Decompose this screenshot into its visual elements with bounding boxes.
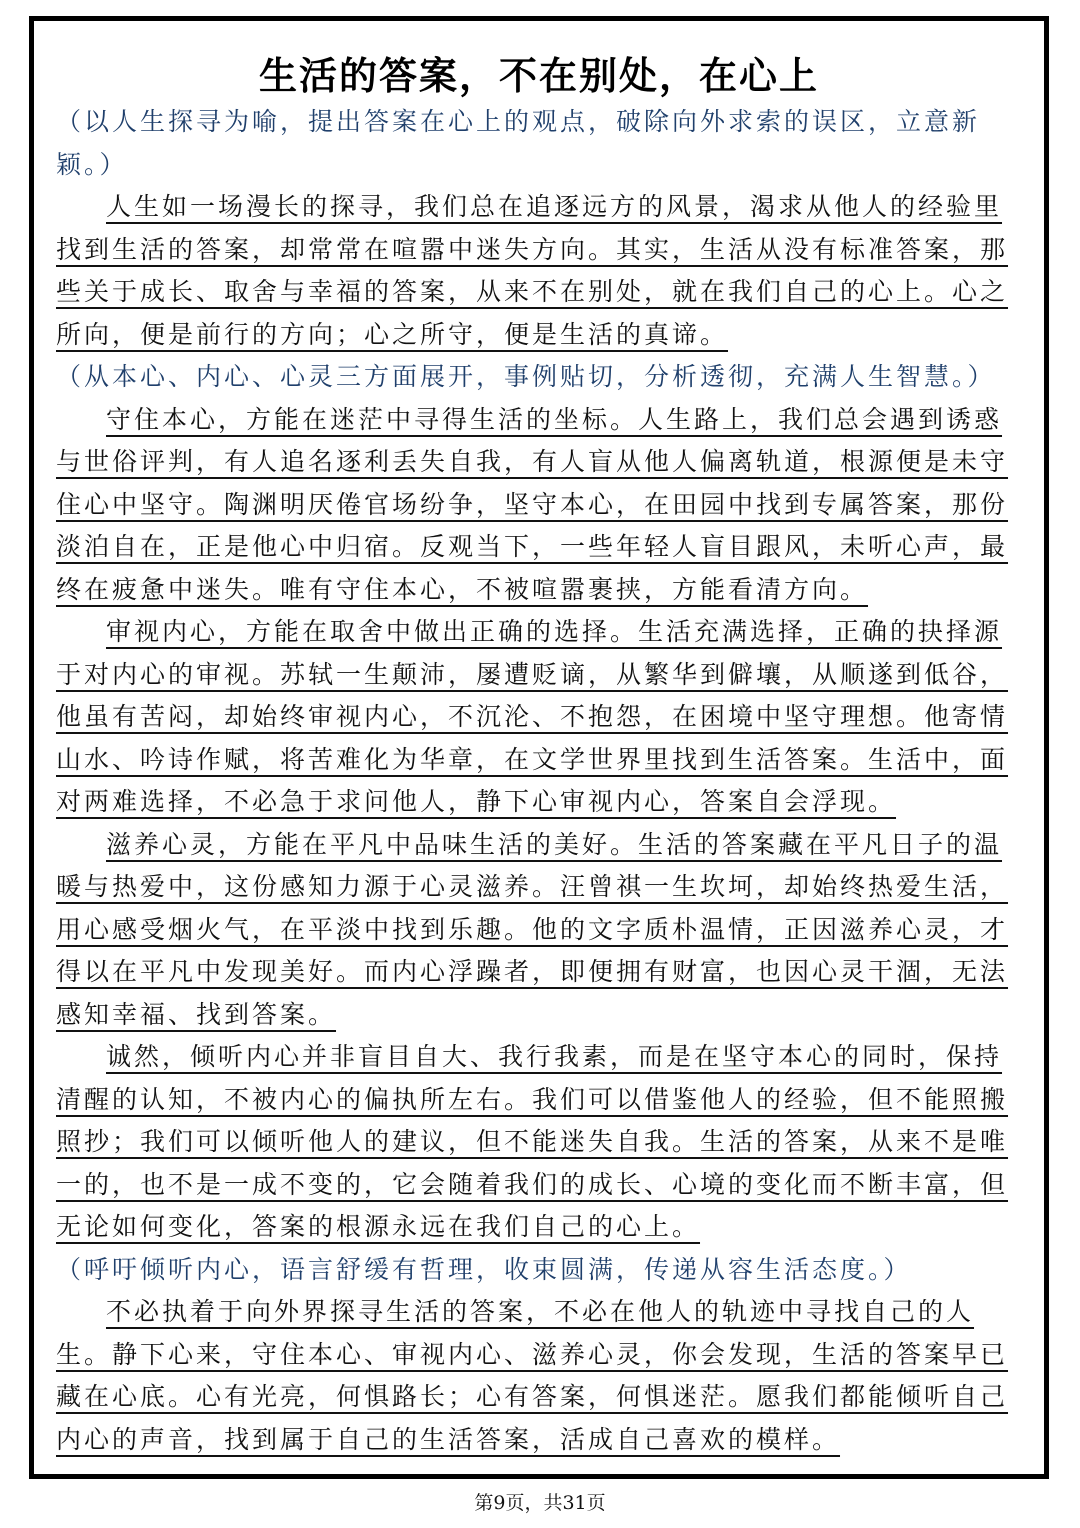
paragraph-2	[56, 399, 1022, 612]
essay-body	[56, 101, 1022, 1461]
paragraph-3-text: 审视内心，方能在取舍中做出正确的选择。生活充满选择，正确的抉择源于对内心的审视。苏轼一生颠沛，屡遭贬谪，从繁华到僻壤，从顺遂到低谷，他虽有苦闷，却始终审视内心，不沉沦、不抱怨，在困境中坚守理想。他寄情山水、吟诗作赋，将苦难化为华章，在文学世界里找到生活答案。生活中，面对两难选择，不必急于求问他人，静下心审视内心，答案自会浮现。	[56, 617, 1009, 816]
paragraph-6	[56, 1291, 1022, 1461]
page-title: 生活的答案，不在别处，在心上	[258, 54, 819, 98]
paragraph-2-text: 守住本心，方能在迷茫中寻得生活的坐标。人生路上，我们总会遇到诱惑与世俗评判，有人追名逐利丢失自我，有人盲从他人偏离轨道，根源便是未守住心中坚守。陶渊明厌倦官场纷争，坚守本心，在田园中找到专属答案，那份淡泊自在，正是他心中归宿。反观当下，一些年轻人盲目跟风，未听心声，最终在疲惫中迷失。唯有守住本心，不被喧嚣裹挟，方能看清方向。	[56, 404, 1009, 604]
comment-3: （呼吁倾听内心，语言舒缓有哲理，收束圆满，传递从容生活态度。）	[56, 1254, 912, 1284]
paragraph-4-text: 滋养心灵，方能在平凡中品味生活的美好。生活的答案藏在平凡日子的温暖与热爱中，这份感知力源于心灵滋养。汪曾祺一生坎坷，却始终热爱生活，用心感受烟火气，在平淡中找到乐趣。他的文字质朴温情，正因滋养心灵，才得以在平凡中发现美好。而内心浮躁者，即便拥有财富，也因心灵干涸，无法感知幸福、找到答案。	[56, 829, 1009, 1029]
paragraph-6-text: 不必执着于向外界探寻生活的答案，不必在他人的轨迹中寻找自己的人生。静下心来，守住本心、审视内心、滋养心灵，你会发现，生活的答案早已藏在心底。心有光亮，何惧路长；心有答案，何惧迷茫。愿我们都能倾听自己内心的声音，找到属于自己的生活答案，活成自己喜欢的模样。	[56, 1297, 1009, 1454]
paragraph-1-text: 人生如一场漫长的探寻，我们总在追逐远方的风景，渴求从他人的经验里找到生活的答案，却常常在喧嚣中迷失方向。其实，生活从没有标准答案，那些关于成长、取舍与幸福的答案，从来不在别处，就在我们自己的心上。心之所向，便是前行的方向；心之所守，便是生活的真谛。	[56, 192, 1009, 349]
paragraph-1	[56, 186, 1022, 356]
paragraph-5	[56, 1036, 1022, 1249]
page-frame	[29, 16, 1049, 1479]
page-number: 第9页，共31页	[474, 1492, 606, 1514]
paragraph-4	[56, 824, 1022, 1037]
comment-2: （从本心、内心、心灵三方面展开，事例贴切，分析透彻，充满人生智慧。）	[56, 362, 996, 391]
paragraph-3	[56, 611, 1022, 824]
paragraph-5-text: 诚然，倾听内心并非盲目自大、我行我素，而是在坚守本心的同时，保持清醒的认知，不被内心的偏执所左右。我们可以借鉴他人的经验，但不能照搬照抄；我们可以倾听他人的建议，但不能迷失自我。生活的答案，从来不是唯一的，也不是一成不变的，它会随着我们的成长、心境的变化而不断丰富，但无论如何变化，答案的根源永远在我们自己的心上。	[56, 1042, 1009, 1241]
comment-1: （以人生探寻为喻，提出答案在心上的观点，破除向外求索的误区，立意新颖。）	[56, 107, 981, 179]
